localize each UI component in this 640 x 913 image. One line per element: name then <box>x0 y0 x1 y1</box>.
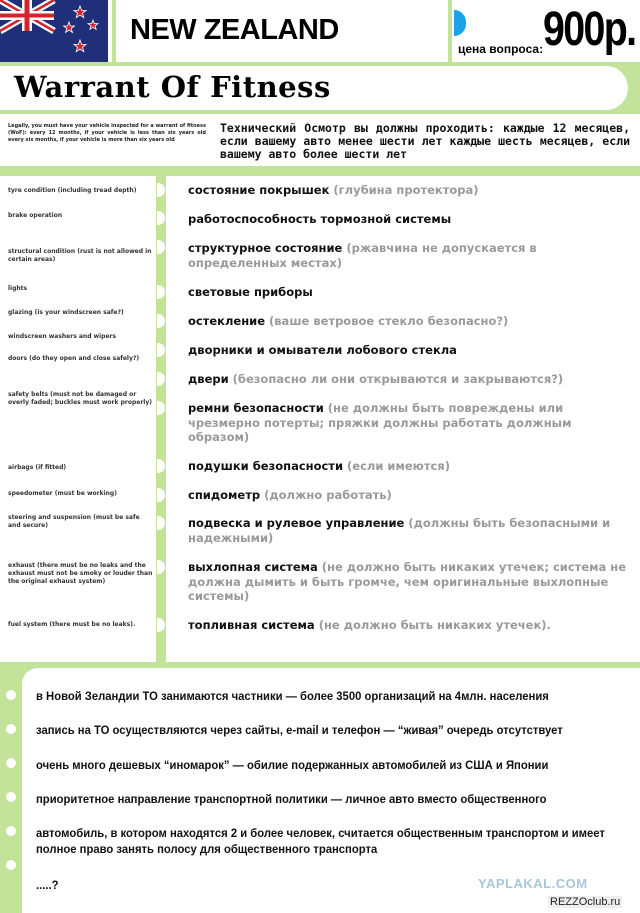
new-zealand-flag-icon <box>0 0 108 62</box>
check-ru-main: дворники и омыватели лобового стекла <box>188 343 457 357</box>
note-cheap-imports: очень много дешевых “иномарок” — обилие подержанных автомобилей из США и Японии <box>36 760 549 772</box>
country-title: NEW ZEALAND <box>130 14 339 46</box>
note-transport-policy: приоритетное направление транспортной политики — личное авто вместо общественного <box>36 794 547 806</box>
check-ru-belts <box>188 401 588 445</box>
check-ru-doors <box>188 372 628 387</box>
check-ru-note: (если имеются) <box>343 459 450 473</box>
check-ru-lights <box>188 285 628 300</box>
page-title: Warrant Of Fitness <box>14 70 331 104</box>
binder-ring-icon <box>6 860 16 870</box>
check-ru-main: двери <box>188 372 229 386</box>
check-ru-main: состояние покрышек <box>188 183 330 197</box>
check-ru-glazing <box>188 314 628 329</box>
check-ru-fuel <box>188 618 628 633</box>
check-en-tyres: tyre condition (including tread depth) <box>8 187 137 194</box>
note-booking: запись на ТО осуществляются через сайты, e-mail и телефон — “живая” очередь отсутствует <box>36 725 563 737</box>
binder-ring-icon <box>6 724 16 734</box>
check-en-wipers: windscreen washers and wipers <box>8 333 117 340</box>
price-label: цена вопроса: <box>458 42 544 56</box>
check-en-fuel: fuel system (there must be no leaks). <box>8 621 136 628</box>
check-ru-wipers <box>188 343 628 358</box>
check-en-structure: structural condition (rust is not allowed in certain areas) <box>8 248 152 263</box>
check-ru-main: спидометр <box>188 488 261 502</box>
check-ru-main: работоспособность тормозной системы <box>188 212 452 226</box>
note-public-lane: автомобиль, в котором находятся 2 и более человек, считается общественным транспортом и имеет полное право занять полосу для общественного транспорта <box>36 828 605 856</box>
check-ru-note: (не должны быть повреждены или чрезмерно потерты; пряжки должны работать должным образом) <box>188 401 572 445</box>
note-private-operators: в Новой Зеландии ТО занимаются частники — более 3500 организаций на 4млн. населения <box>36 691 549 703</box>
check-ru-main: подвеска и рулевое управление <box>188 516 405 530</box>
check-en-brakes: brake operation <box>8 212 63 219</box>
check-ru-airbags <box>188 459 628 474</box>
check-ru-steering <box>188 516 628 545</box>
check-ru-main: ремни безопасности <box>188 401 324 415</box>
check-ru-note: (ваше ветровое стекло безопасно?) <box>265 314 509 328</box>
check-ru-note: (ржавчина не допускается в определенных местах) <box>188 241 537 270</box>
check-en-airbags: airbags (if fitted) <box>8 464 67 471</box>
watermark-yaplakal: YAPLAKAL.COM <box>478 876 588 891</box>
price-value: 900р. <box>543 3 636 56</box>
check-en-glazing: glazing (is your windscreen safe?) <box>8 309 124 316</box>
check-ru-main: остекление <box>188 314 266 328</box>
check-ru-brakes <box>188 212 628 227</box>
check-ru-note: (должны быть безопасными и надежными) <box>188 516 611 545</box>
check-en-doors: doors (do they open and close safely?) <box>8 355 140 362</box>
country-header <box>112 0 452 62</box>
note-question: .....? <box>36 880 59 892</box>
intro-english: Legally, you must have your vehicle inspected for a warrant of fitness (WoF): every 12 months, if your vehicle is less than six years old every six months, if your vehicle is more than six years old <box>8 123 206 144</box>
check-ru-note: (не должно быть никаких утечек). <box>314 618 551 632</box>
binder-ring-icon <box>6 792 16 802</box>
check-en-belts: safety belts (must not be damaged or overly faded; buckles must work properly) <box>8 391 152 406</box>
check-en-exhaust: exhaust (there must be no leaks and the exhaust must not be smoky or louder than the original exhaust system) <box>8 562 153 585</box>
watermark-rezzoclub: REZZOclub.ru <box>550 896 621 908</box>
check-ru-tyres <box>188 183 628 198</box>
check-en-lights: lights <box>8 285 28 292</box>
intro-russian: Технический Осмотр вы должны проходить: каждые 12 месяцев, если вашему авто менее шести лет каждые шесть месяцев, если вашему авто более шести лет <box>220 121 630 161</box>
check-ru-main: структурное состояние <box>188 241 343 255</box>
binder-ring-icon <box>6 758 16 768</box>
check-ru-main: выхлопная система <box>188 560 318 574</box>
check-ru-speedometer <box>188 488 628 503</box>
check-ru-note: (глубина протектора) <box>329 183 479 197</box>
binder-ring-icon <box>6 826 16 836</box>
check-en-speedometer: speedometer (must be working) <box>8 490 117 497</box>
binder-ring-icon <box>6 690 16 700</box>
check-ru-structure <box>188 241 538 270</box>
check-ru-note: (безопасно ли они открываются и закрываются?) <box>228 372 564 386</box>
check-ru-main: топливная система <box>188 618 315 632</box>
check-en-steering: steering and suspension (must be safe and secure) <box>8 514 140 529</box>
check-ru-note: (не должно быть никаких утечек; система не должна дымить и быть громче, чем оригинальные выхлопные системы) <box>188 560 627 604</box>
check-ru-main: подушки безопасности <box>188 459 344 473</box>
check-ru-note: (должно работать) <box>260 488 392 502</box>
check-ru-main: световые приборы <box>188 285 313 299</box>
checklist-top-band <box>0 166 640 176</box>
check-ru-exhaust <box>188 560 628 604</box>
